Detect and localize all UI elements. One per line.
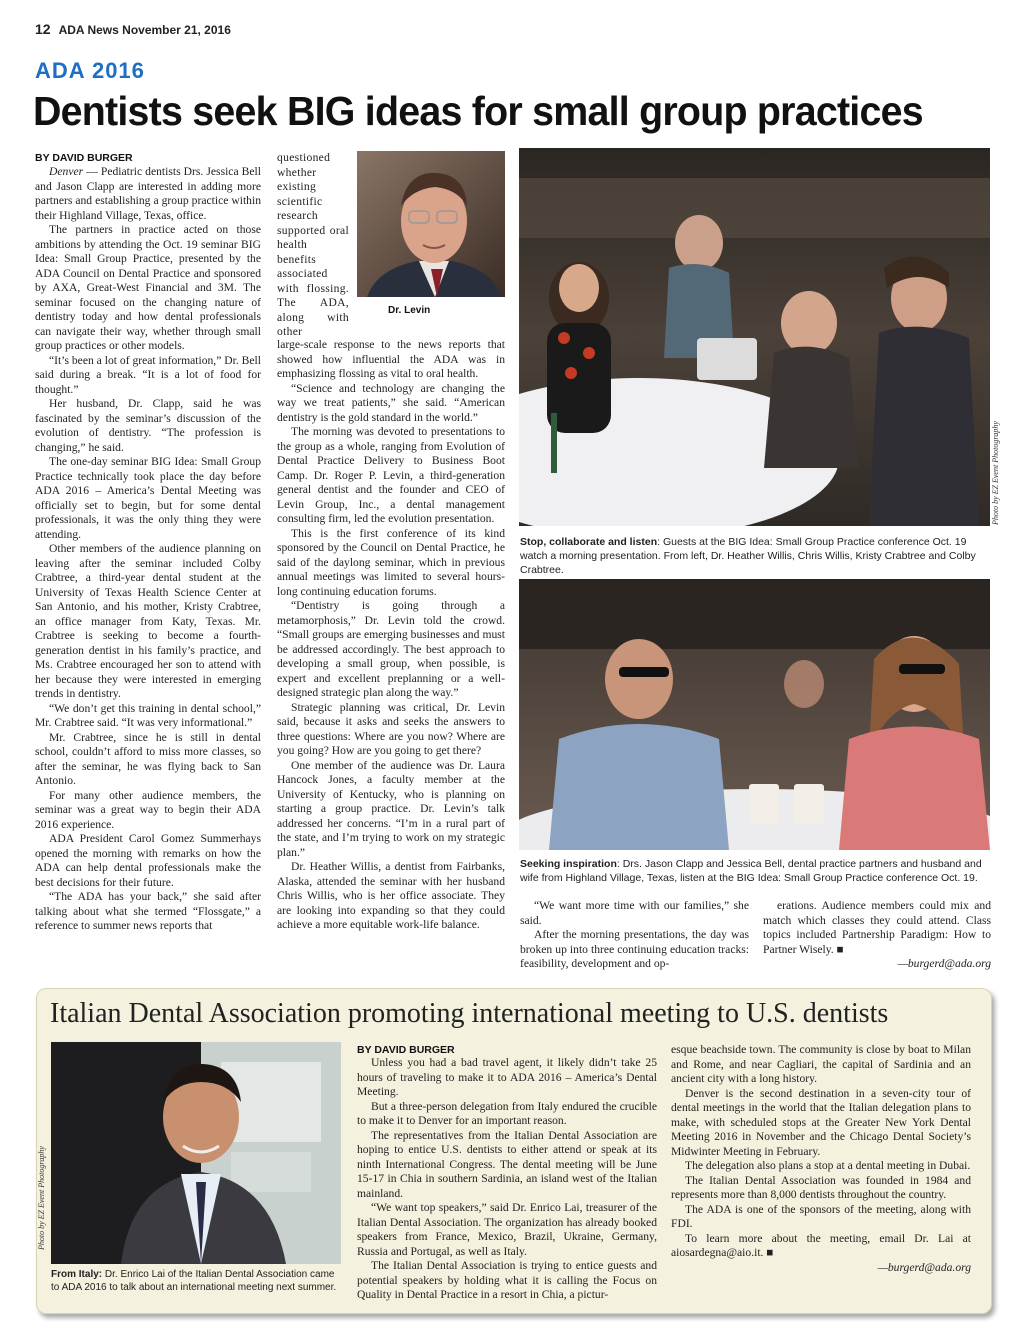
photo-caption xyxy=(520,535,992,577)
photo-credit: Photo by EZ Event Photography xyxy=(37,1146,46,1250)
paragraph: The Italian Dental Association is trying to entice guests and potential speakers by holding what it is calling the Focus on Quality in Dental Practice in a resort in Chia, a pictur- xyxy=(357,1259,657,1301)
paragraph: After the morning presentations, the day was broken up into three continuing education tracks: feasibility, development and op- xyxy=(520,928,749,970)
photo-caption xyxy=(51,1268,343,1294)
caption-text: : Guests at the BIG Idea: Small Group Practice conference Oct. 19 watch a morning presentation. From left, Dr. Heather Willis, Chris Willis, Kristy Crabtree and Colby Crabtree. xyxy=(520,536,976,576)
paragraph: The ADA is one of the sponsors of the meeting, along with FDI. xyxy=(671,1202,971,1230)
column-text xyxy=(357,1056,657,1306)
paragraph: “The ADA has your back,” she said after talking about what she termed “Flossgate,” a reference to summer news reports that xyxy=(35,890,261,932)
paragraph: The morning was devoted to presentations to the group as a whole, ranging from Evolution of Dental Practice Delivery to Business Boot Camp. Dr. Roger P. Levin, a third-generation general dentist and the founder and CEO of Levin Group, Inc., a dental management consulting firm, led the evolution presentation. xyxy=(277,425,505,525)
paragraph: Strategic planning was critical, Dr. Levin said, because it asks and seeks the answers to three questions: Where are you now? Where are you going? How are you going to get there? xyxy=(277,700,505,757)
caption-text: Dr. Enrico Lai of the Italian Dental Association came to ADA 2016 to talk about an international meeting next summer. xyxy=(51,1269,337,1293)
conference-photo xyxy=(519,148,990,526)
paragraph: But a three-person delegation from Italy endured the crucible to make it to Denver for an important reason. xyxy=(357,1099,657,1127)
byline: BY DAVID BURGER xyxy=(357,1044,455,1056)
paragraph: The Italian Dental Association was founded in 1984 and represents more than 8,000 dentists throughout the country. xyxy=(671,1173,971,1201)
paragraph: Her husband, Dr. Clapp, said he was fascinated by the seminar’s discussion of the evolution of dentistry. “The profession is changing,” he said. xyxy=(35,397,261,454)
section-kicker: ADA 2016 xyxy=(35,58,145,83)
dateline: Denver xyxy=(49,165,84,178)
caption-lead: Seeking inspiration xyxy=(520,858,617,870)
article-column-2-narrow xyxy=(277,151,349,339)
paragraph: erations. Audience members could mix and match which classes they could attend. Class topics included Partnership Paradigm: How to Partner Wisely. ■ xyxy=(763,899,991,956)
caption-text: : Drs. Jason Clapp and Jessica Bell, dental practice partners and husband and wife from Highland Village, Texas, listen at the BIG Idea: Small Group Practice conference Oct. 19. xyxy=(520,858,982,884)
paragraph: The one-day seminar BIG Idea: Small Group Practice technically took place the day before ADA 2016 – America’s Dental Meeting was officially set to begin, but for some dental professionals, it was the only thing they were attending. xyxy=(35,455,261,541)
caption-lead: Stop, collaborate and listen xyxy=(520,536,658,548)
email-signature: —burgerd@ada.org xyxy=(897,957,991,970)
paragraph: This is the first conference of its kind sponsored by the Council on Dental Practice, he said of the daylong seminar, which in previous annual meetings was limited to several hours-long continuing education forums. xyxy=(277,526,505,598)
paragraph: The representatives from the Italian Dental Association are hoping to entice U.S. dentists to either attend or speak at its ninth International Congress. The dental meeting will be June 15-17 in Chia in southern Sardinia, an island west of the Italian mainland. xyxy=(357,1128,657,1200)
paragraph: esque beachside town. The community is close by boat to Milan and Rome, and near Cagliari, the capital of Sardinia and an ancient city with a long history. xyxy=(671,1043,971,1085)
sidebar-column-1 xyxy=(357,1044,657,1306)
paragraph: Mr. Crabtree, since he is still in dental school, couldn’t afford to miss more classes, so after the seminar, he was flying back to San Antonio. xyxy=(35,730,261,787)
paragraph: The delegation also plans a stop at a dental meeting in Dubai. xyxy=(685,1159,971,1172)
paragraph: “Science and technology are changing the way we treat patients,” she said. “American dentistry is the gold standard in the world.” xyxy=(277,381,505,424)
paragraph: “We don’t get this training in dental school,” Mr. Crabtree said. “It was very informational.” xyxy=(35,701,261,729)
paragraph: “It’s been a lot of great information,” Dr. Bell said during a break. “It is a lot of food for thought.” xyxy=(35,353,261,396)
paragraph: One member of the audience was Dr. Laura Hancock Jones, a faculty member at the University of Kentucky, who is planning on starting a group practice. Dr. Levin’s talk addressed her concerns. “I’m in a rural part of the state, and I’m trying to work on my strategic plan.” xyxy=(277,758,505,859)
headline: Dentists seek BIG ideas for small group practices xyxy=(33,88,923,134)
column-text xyxy=(35,165,261,985)
paragraph: “We want more time with our families,” she said. xyxy=(520,899,749,927)
email-signature: —burgerd@ada.org xyxy=(877,1260,971,1274)
sidebar-column-2 xyxy=(671,1043,971,1305)
paragraph: Unless you had a bad travel agent, it likely didn’t take 25 hours of traveling to make it to ADA 2016 – America’s Dental Meeting. xyxy=(357,1056,657,1098)
page-folio xyxy=(35,21,231,37)
article-column-3 xyxy=(520,899,749,973)
article-column-4 xyxy=(763,899,991,973)
page-number: 12 xyxy=(35,21,51,37)
paragraph: Other members of the audience planning on leaving after the seminar included Colby Crabtree, a third-year dental student at the University of Texas Health Science Center at San Antonio, and his mother, Kristy Crabtree, an office manager from Katy, Texas. Mr. Crabtree is seeking to become a fourth-generation dentist in his family’s practice, and Ms. Crabtree encouraged her son to attend with her because they were interested in emerging trends in dentistry. xyxy=(35,542,261,700)
paragraph: “Dentistry is going through a metamorphosis,” Dr. Levin told the crowd. “Small groups are emerging businesses and must be addressed accordingly. The best approach to developing a small group, when possible, is expert and excellent preplanning or a well-designed strategic plan along the way.” xyxy=(277,599,505,699)
photo-caption xyxy=(520,857,992,885)
clapp-bell-photo xyxy=(519,579,990,850)
paragraph: Dr. Heather Willis, a dentist from Fairbanks, Alaska, attended the seminar with her husband Chris Willis, who is her office associate. They are looking into expanding so that they could achieve a more equitable work-life balance. xyxy=(277,860,505,931)
paragraph: To learn more about the meeting, email Dr. Lai at aiosardegna@aio.it. ■ xyxy=(671,1231,971,1259)
paragraph: “We want top speakers,” said Dr. Enrico Lai, treasurer of the Italian Dental Association. The organization has already booked speakers from France, Mexico, Brazil, Ukraine, Germany, Russia and Portugal, as well as Italy. xyxy=(357,1201,657,1258)
paragraph: ADA President Carol Gomez Summerhays opened the morning with remarks on how the ADA can help dental professionals make the best decisions for their future. xyxy=(35,832,261,889)
photo-credit: Photo by EZ Event Photography xyxy=(991,421,1000,525)
paragraph: — Pediatric dentists Drs. Jessica Bell and Jason Clapp are interested in adding more partners and establishing a group practice within their Highland Village, Texas, office. xyxy=(35,165,261,222)
sidebar-headline: Italian Dental Association promoting international meeting to U.S. dentists xyxy=(50,998,889,1029)
paragraph: questioned whether existing scientific research supported oral health benefits associated with flossing. The ADA, along with other xyxy=(277,151,349,338)
issue-date: ADA News November 21, 2016 xyxy=(58,23,231,37)
paragraph: For many other audience members, the seminar was a great way to begin their ADA 2016 experience. xyxy=(35,788,261,831)
caption-lead: From Italy: xyxy=(51,1269,103,1280)
article-column-1 xyxy=(35,152,261,985)
article-column-2 xyxy=(277,338,505,974)
paragraph: The partners in practice acted on those ambitions by attending the Oct. 19 seminar BIG Idea: Small Group Practice, presented by the ADA Council on Dental Practice and sponsored by AXA, Great-West Financial and 3M. The seminar focused on the changing nature of dentistry today and how dental professionals can navigate their way, whether through small group practices or other models. xyxy=(35,223,261,352)
enrico-lai-photo xyxy=(51,1042,341,1264)
dr-levin-photo xyxy=(357,151,505,297)
paragraph: Denver is the second destination in a seven-city tour of dental meetings in the world that the Italian delegation plans to make, with scheduled stops at the Greater New York Dental Meeting 2016 in November and the Chicago Dental Society’s Midwinter Meeting in February. xyxy=(671,1086,971,1158)
photo-label: Dr. Levin xyxy=(388,305,431,316)
byline: BY DAVID BURGER xyxy=(35,152,133,164)
paragraph: large-scale response to the news reports that showed how influential the ADA was in emphasizing flossing as vital to oral health. xyxy=(277,338,505,380)
